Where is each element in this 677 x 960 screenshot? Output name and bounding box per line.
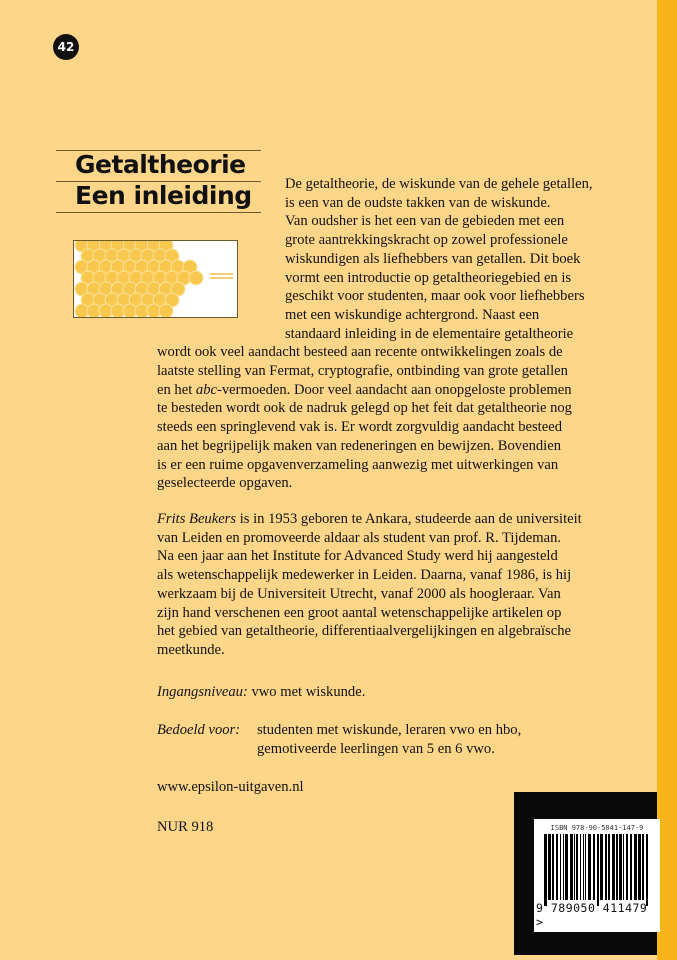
bar	[634, 834, 637, 900]
text-line	[157, 529, 561, 547]
bar	[630, 834, 632, 900]
text-line	[157, 547, 558, 565]
text-span: is in 1953 geboren te Ankara, studeerde aan de universiteit	[236, 511, 582, 527]
bar	[565, 834, 568, 900]
barcode	[534, 819, 660, 932]
bar	[588, 834, 591, 900]
text-line	[257, 740, 495, 758]
bar	[552, 834, 554, 900]
text-span: aan het begrijpelijk maken van redeneringen en bewijzen. Bovendien	[157, 437, 562, 454]
barcode-bars	[544, 834, 650, 906]
text-span: meetkunde.	[157, 641, 225, 658]
text-span: Frits Beukers	[157, 511, 237, 527]
bar	[600, 834, 603, 900]
bar	[593, 834, 595, 900]
bar	[580, 834, 581, 900]
bar	[563, 834, 564, 900]
text-span: vwo met wiskunde.	[247, 684, 366, 700]
text-line	[157, 399, 572, 417]
text-line	[285, 231, 568, 249]
text-span: geschikt voor studenten, maar ook voor liefhebbers	[285, 288, 585, 305]
bar	[616, 834, 618, 900]
text-line	[285, 306, 539, 324]
text-line	[157, 362, 568, 380]
text-span: www.epsilon-uitgaven.nl	[157, 779, 304, 795]
text-span: Bedoeld voor:	[157, 722, 241, 738]
bar	[583, 834, 584, 900]
text-line	[157, 510, 582, 528]
text-line	[285, 250, 580, 268]
barcode-box	[514, 792, 657, 955]
text-span: -vermoeden. Door veel aandacht aan onopgeloste problemen	[216, 381, 572, 398]
text-span: steeds een springlevend vak is. Er wordt zorgvuldig aandacht besteed	[157, 419, 562, 436]
bar	[623, 834, 624, 900]
spine-stripe	[657, 0, 677, 960]
bar	[642, 834, 644, 900]
text-span: van Leiden en promoveerde aldaar als student van prof. R. Tijdeman.	[157, 529, 562, 546]
text-line	[157, 622, 571, 640]
isbn-text: ISBN 978-90-5041-147-9	[550, 824, 644, 832]
text-line	[285, 287, 585, 305]
text-span: werkzaam bij de Universiteit Utrecht, vanaf 2000 als hoogleraar. Van	[157, 585, 561, 602]
bar	[560, 834, 561, 900]
book-title: Getaltheorie	[75, 150, 246, 179]
bar	[612, 834, 615, 900]
text-line	[157, 641, 225, 659]
bar	[574, 834, 575, 900]
text-line	[257, 721, 521, 739]
text-span: vormt een introductie op getaltheoriegebied en is	[285, 269, 572, 286]
text-line	[285, 325, 573, 343]
text-line	[157, 343, 563, 361]
text-span: Van oudsher is het een van de gebieden met een	[285, 213, 565, 230]
text-span: en het	[157, 381, 196, 398]
text-line	[157, 778, 304, 796]
bar	[570, 834, 573, 900]
text-line	[157, 585, 561, 603]
text-line	[157, 566, 571, 584]
text-span: te besteden wordt ook de nadruk gelegd op het feit dat getaltheorie nog	[157, 400, 572, 417]
text-span: studenten met wiskunde, leraren vwo en hbo,	[257, 722, 522, 738]
text-line	[157, 721, 240, 739]
sphere	[159, 304, 173, 317]
text-line	[285, 269, 571, 287]
text-span: is er een ruime opgavenverzameling aanwezig met uitwerkingen van	[157, 456, 559, 473]
text-line	[285, 194, 550, 212]
text-span: laatste stelling van Fermat, cryptografie, ontbinding van grote getallen	[157, 363, 568, 379]
text-span: grote aantrekkingskracht op zowel professionele	[285, 232, 568, 249]
text-span: wiskundigen als liefhebbers van getallen. Dit boek	[285, 250, 581, 267]
bar	[548, 834, 551, 900]
text-span: abc	[195, 381, 217, 398]
text-line	[285, 212, 564, 230]
text-line	[157, 474, 292, 492]
text-span: zijn hand verschenen een groot aantal wetenschappelijke artikelen op	[157, 604, 562, 621]
divider	[56, 212, 261, 213]
text-span: standaard inleiding in de elementaire getaltheorie	[285, 325, 574, 342]
book-subtitle: Een inleiding	[75, 181, 252, 210]
text-line	[157, 456, 558, 474]
text-line	[157, 418, 562, 436]
text-span: het gebied van getaltheorie, differentiaalvergelijkingen en algebraïsche	[157, 623, 571, 640]
text-line	[157, 437, 561, 455]
text-span: is een van de oudste takken van de wiskunde.	[285, 194, 551, 211]
text-span: geselecteerde opgaven.	[157, 475, 293, 492]
bar	[608, 834, 610, 900]
text-span: NUR 918	[157, 819, 214, 835]
bar	[597, 834, 599, 906]
text-span: wordt ook veel aandacht besteed aan recente ontwikkelingen zoals de	[157, 344, 563, 361]
text-line	[285, 175, 593, 193]
bar	[585, 834, 586, 900]
bar	[626, 834, 628, 900]
ean-number: 9 789050 411479 >	[536, 901, 648, 929]
series-number-badge: 42	[53, 34, 79, 60]
text-span: gemotiveerde leerlingen van 5 en 6 vwo.	[257, 741, 495, 757]
bar	[638, 834, 641, 900]
bar	[576, 834, 578, 900]
bar	[556, 834, 558, 900]
bar	[646, 834, 648, 906]
honeycomb-illustration	[73, 240, 238, 318]
text-span: Na een jaar aan het Institute for Advanced Study werd hij aangesteld	[157, 548, 558, 565]
sphere	[189, 271, 203, 285]
text-span: met een wiskundige achtergrond. Naast een	[285, 306, 540, 323]
text-line	[157, 381, 572, 399]
text-line	[157, 683, 365, 701]
text-span: De getaltheorie, de wiskunde van de gehele getallen,	[285, 176, 593, 192]
text-span: Ingangsniveau:	[157, 684, 248, 700]
text-span: als wetenschappelijk medewerker in Leiden. Daarna, vanaf 1986, is hij	[157, 567, 572, 584]
text-line	[157, 604, 561, 622]
bar	[619, 834, 622, 900]
text-line	[157, 818, 213, 836]
bar	[544, 834, 547, 906]
bar	[605, 834, 607, 900]
